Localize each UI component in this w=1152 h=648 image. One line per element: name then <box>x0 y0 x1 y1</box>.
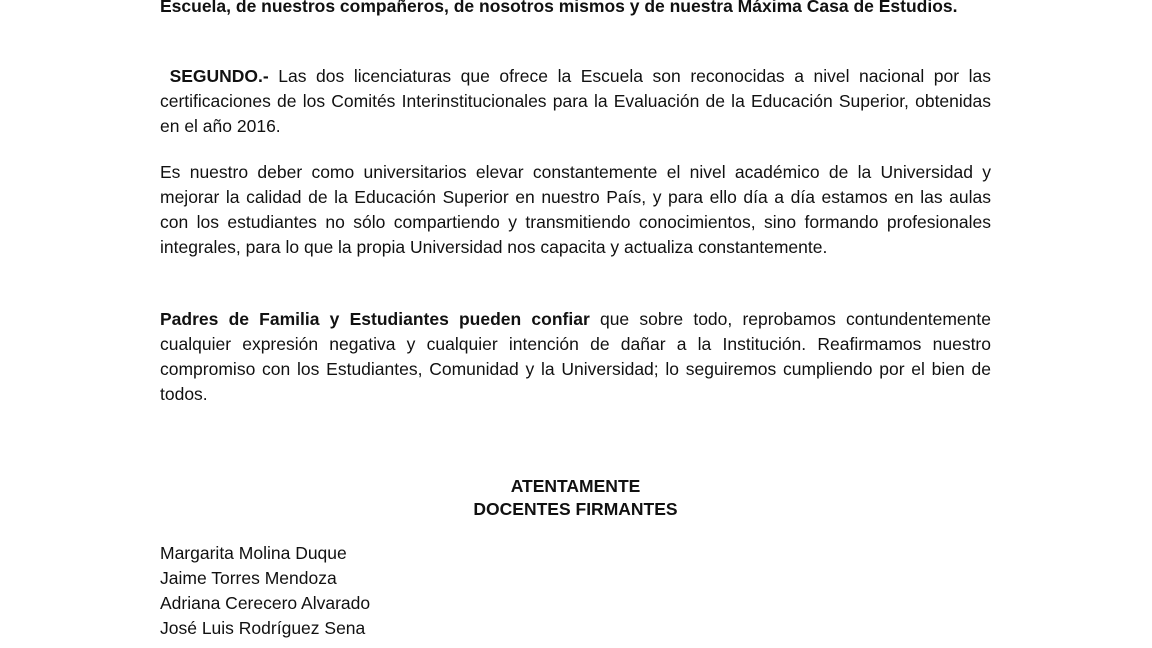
padres-paragraph <box>160 307 991 407</box>
intro-bold-text: Escuela, de nuestros compañeros, de nosotros mismos y de nuestra Máxima Casa de Estudios. <box>160 0 958 16</box>
padres-bold-text: Padres de Familia y Estudiantes pueden confiar <box>160 309 590 329</box>
segundo-paragraph <box>160 64 991 139</box>
padres-text: que sobre todo, reprobamos contundentemente cualquier expresión negativa y cualquier intención de dañar a la Institución. Reafirmamos nuestro compromiso con los Estudiantes, Comunidad y la Universidad; lo seguiremos cumpliendo por el bien de todos. <box>160 309 991 404</box>
deber-text: Es nuestro deber como universitarios elevar constantemente el nivel académico de la Universidad y mejorar la calidad de la Educación Superior en nuestro País, y para ello día a día estamos en las aulas con los estudiantes no sólo compartiendo y transmitiendo conocimientos, sino formando profesionales integrales, para lo que la propia Universidad nos capacita y actualiza constantemente. <box>160 162 991 257</box>
intro-paragraph <box>160 0 991 19</box>
segundo-text: Las dos licenciaturas que ofrece la Escuela son reconocidas a nivel nacional por las certificaciones de los Comités Interinstitucionales para la Evaluación de la Educación Superior, obtenidas en el año 2016. <box>160 66 991 136</box>
signatory-name: Jaime Torres Mendoza <box>160 568 337 588</box>
signatory-name: José Luis Rodríguez Sena <box>160 618 366 638</box>
segundo-label: SEGUNDO.- <box>169 66 269 86</box>
signatory-name: Adriana Cerecero Alvarado <box>160 593 371 613</box>
closing-atentamente: ATENTAMENTE <box>510 476 641 496</box>
closing-docentes: DOCENTES FIRMANTES <box>473 499 678 519</box>
deber-paragraph <box>160 160 991 260</box>
signatory-list <box>160 541 370 641</box>
signatory-name: Margarita Molina Duque <box>160 543 347 563</box>
